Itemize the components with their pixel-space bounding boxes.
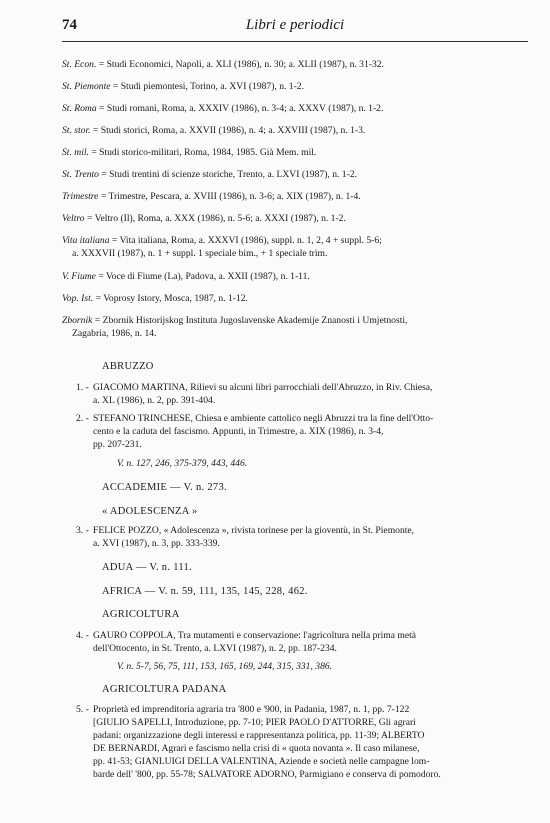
abbreviation-entry: St. mil. = Studi storico-militari, Roma, 1984, 1985. Già Mem. mil. [62,147,317,158]
cross-references: V. n. 5-7, 56, 75, 111, 153, 165, 169, 244, 315, 331, 386. [117,661,333,672]
cross-references: V. n. 127, 246, 375-379, 443, 446. [117,458,248,469]
section-heading: AFRICA — V. n. 59, 111, 135, 145, 228, 462. [102,586,308,597]
running-title: Libri e periodici [245,17,345,33]
abbreviation-entry: Vita italiana = Vita italiana, Roma, a. XXXVI (1986), suppl. n. 1, 2, 4 + suppl. 5-6; a. XXXVII (1987), n. 1 + suppl. 1 speciale bim., + 1 speciale trim. [62,235,382,259]
abbreviation-entry: St. stor. = Studi storici, Roma, a. XXVII (1986), n. 4; a. XXVIII (1987), n. 1-3. [62,125,366,136]
abbreviation-entry: St. Piemonte = Studi piemontesi, Torino, a. XVI (1987), n. 1-2. [62,81,304,92]
abbreviation-entry: St. Econ. = Studi Economici, Napoli, a. XLI (1986), n. 30; a. XLII (1987), n. 31-32. [62,59,384,70]
section-heading: ADUA — V. n. 111. [102,562,192,573]
header-rule [62,41,528,42]
abbreviation-entry: Vop. Ist. = Voprosy Istory, Mosca, 1987, n. 1-12. [62,293,248,304]
bibliography-entry: 5. - Proprietà ed imprenditoria agraria tra '800 e '900, in Padania, 1987, n. 1, pp. 7-122 [GIULIO SAPELLI, Introduzione, pp. 7-10; PIER PAOLO D'ATTORRE, Gli agrari padani: organizzazione degli interessi e rappresentanza politica, pp. 11-39; ALBERTO DE BERNARDI, Agrari e fascismo nella crisi di « quota novanta ». Il caso milanese, pp. 41-53; GIANLUIGI DELLA VALENTINA, Aziende e società nelle campagne lom- barde dell' '800, pp. 55-78; SALVATORE ADORNO, Parmigiano e conserva di pomodoro. [76,704,441,780]
section-heading: AGRICOLTURA [102,609,180,620]
abbreviation-entry: V. Fiume = Voce di Fiume (La), Padova, a. XXII (1987), n. 1-11. [62,271,310,282]
bibliography-entry: 4. - GAURO COPPOLA, Tra mutamenti e conservazione: l'agricoltura nella prima metà dell'Ottocento, in St. Trento, a. LXVI (1987), n. 2, pp. 187-234. [76,630,417,654]
bibliography-entry: 2. - STEFANO TRINCHESE, Chiesa e ambiente cattolico negli Abruzzi tra la fine dell'Otto- cento e la caduta del fascismo. Appunti, in Trimestre, a. XIX (1986), n. 3-4, pp. 207-231. [76,413,434,450]
section-heading: « ADOLESCENZA » [102,506,198,517]
abbreviation-entry: Zbornik = Zbornik Historijskog Instituta Jugoslavenske Akademije Znanosti i Umjetnosti, Zagabria, 1986, n. 14. [62,315,408,339]
abbreviation-entry: Veltro = Veltro (Il), Roma, a. XXX (1986), n. 5-6; a. XXXI (1987), n. 1-2. [62,213,346,224]
section-heading: ACCADEMIE — V. n. 273. [102,482,227,493]
bibliography-entry: 3. - FELICE POZZO, « Adolescenza », rivista torinese per la gioventù, in St. Piemonte, a. XVI (1987), n. 3, pp. 333-339. [76,525,415,549]
section-heading: AGRICOLTURA PADANA [102,684,227,695]
page-header [62,17,528,39]
bibliography-entry: 1. - GIACOMO MARTINA, Rilievi su alcuni libri parrocchiali dell'Abruzzo, in Riv. Chiesa, a. XL (1986), n. 2, pp. 391-404. [76,382,433,406]
page-number: 74 [62,17,77,33]
abbreviation-entry: Trimestre = Trimestre, Pescara, a. XVIII (1986), n. 3-6; a. XIX (1987), n. 1-4. [62,191,361,202]
section-heading: ABRUZZO [102,361,154,372]
abbreviation-entry: St. Trento = Studi trentini di scienze storiche, Trento, a. LXVI (1987), n. 1-2. [62,169,357,180]
abbreviation-entry: St. Roma = Studi romani, Roma, a. XXXIV (1986), n. 3-4; a. XXXV (1987), n. 1-2. [62,103,384,114]
